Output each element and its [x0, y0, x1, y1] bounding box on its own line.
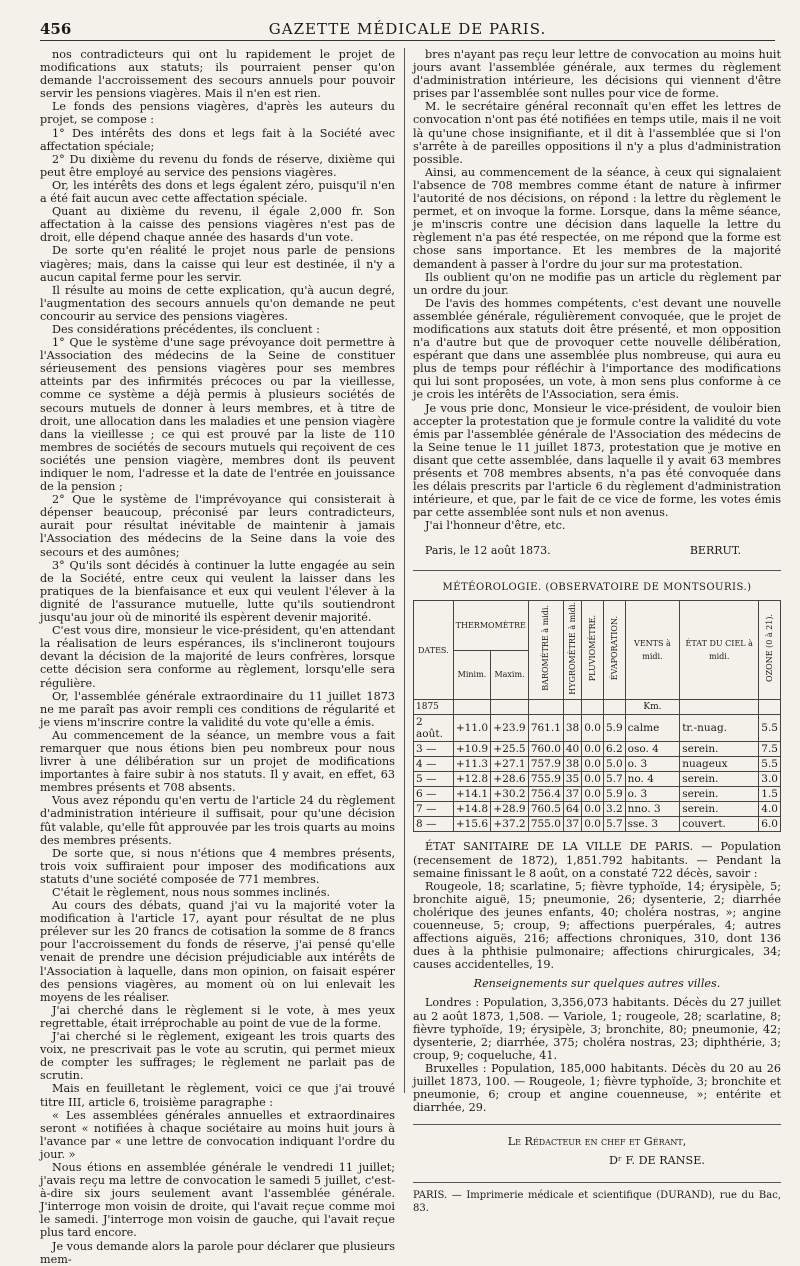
meteo-cell-hygro: 35 — [563, 772, 581, 787]
paragraph: 3° Qu'ils sont décidés à continuer la lutte engagée au sein de la Société, entre ceux qui veulent la laisser dans les pratiques de la bienfaisance et eux qui veulent l'élever à la dignité de l'assurance mutuelle, lutte qu'ils soutiendront jusqu'au jour où de minorité ils espèrent devenir majorité. — [40, 558, 395, 625]
right-column — [413, 48, 782, 1214]
paragraph: Je vous prie donc, Monsieur le vice-président, de vouloir bien accepter la protestation que je formule contre la validité du vote émis par l'assemblée générale de l'Association des médecins de la Seine tenue le 11 juillet 1873, protestation que je motive en disant que cette assemblée, dans laquelle il y avait 63 membres présents et 708 membres absents, n'a pas été convoquée dans les délais prescrits par l'article 6 du règlement d'administration intérieure, et que, par le fait de ce vice de forme, les votes émis par cette assemblée sont nuls et non avenus. — [413, 401, 781, 520]
meteo-cell-date: 4 — — [414, 757, 454, 772]
th-vents: VENTS à midi. — [625, 600, 680, 700]
meteo-cell-hygro: 38 — [563, 715, 581, 742]
meteo-cell-max: +28.9 — [491, 802, 529, 817]
meteo-cell-min: +14.1 — [453, 787, 491, 802]
paragraph: 1° Des intérêts des dons et legs fait à la Société avec affectation spéciale; — [40, 126, 395, 153]
th-baro: BAROMÈTRE à midi. — [541, 605, 551, 691]
paragraph: nos contradicteurs qui ont lu rapidement le projet de modifications aux statuts; ils pourraient penser qu'on demande l'accroissement des secours annuels pour pouvoir servir les pensions viagères. Mais il n'en est rien. — [40, 48, 395, 101]
meteo-cell-vent: oso. 4 — [625, 742, 680, 757]
th-ozone: OZONE (0 à 21). — [765, 614, 775, 682]
meteo-cell-pluvio: 0.0 — [582, 817, 604, 832]
paragraph: J'ai cherché dans le règlement si le vote, à mes yeux regrettable, était irréprochable au point de vue de la forme. — [40, 1003, 395, 1030]
redacteur — [413, 1124, 781, 1167]
meteo-cell-ozone: 5.5 — [759, 715, 781, 742]
page-header — [40, 18, 775, 41]
meteo-cell-ciel: serein. — [680, 802, 759, 817]
paragraph: De sorte que, si nous n'étions que 4 membres présents, trois voix suffiraient pour imposer des modifications aux statuts d'une société composée de 771 membres. — [40, 846, 395, 886]
paragraph: Or, l'assemblée générale extraordinaire du 11 juillet 1873 ne me paraît pas avoir rempli ces conditions de régularité et je viens m'inscrire contre la validité du vote qu'elle a émis. — [40, 689, 395, 729]
meteo-cell-evap: 5.0 — [603, 757, 625, 772]
paragraph: C'était le règlement, nous nous sommes inclinés. — [52, 886, 331, 899]
meteo-cell-date: 5 — — [414, 772, 454, 787]
meteo-cell-vent: nno. 3 — [625, 802, 680, 817]
meteo-cell-min: +15.6 — [453, 817, 491, 832]
meteo-cell-vent: o. 3 — [625, 787, 680, 802]
paragraph: Je vous demande alors la parole pour déclarer que plusieurs mem- — [40, 1239, 395, 1266]
meteo-cell-evap: 5.7 — [603, 817, 625, 832]
meteo-cell-hygro: 40 — [563, 742, 581, 757]
th-dates: DATES. — [414, 600, 454, 700]
meteo-row — [414, 757, 781, 772]
meteo-cell-date: 6 — — [414, 787, 454, 802]
meteo-cell-max: +23.9 — [491, 715, 529, 742]
meteo-row — [414, 772, 781, 787]
paragraph: Or, les intérêts des dons et legs égalent zéro, puisqu'il n'en a été fait aucun avec cette affectation spéciale. — [40, 178, 395, 206]
paragraph: Vous avez répondu qu'en vertu de l'article 24 du règlement d'administration intérieure il suffisait, pour qu'une décision fût valable, qu'elle fût approuvée par les trois quarts au moins des membres présents. — [40, 794, 395, 847]
paragraph: Ainsi, au commencement de la séance, à ceux qui signalaient l'absence de 708 membres comme étant de nature à infirmer l'autorité de nos décisions, on répond : la lettre du règlement le permet, et on invoque la forme. Lorsque, dans la même séance, je m'inscris contre une décision dans laquelle la lettre du règlement n'a pas été respectée, on me répond que la forme est chose sans importance. Et les membres de la majorité demandent à passer à l'ordre du jour sur ma protestation. — [413, 165, 781, 271]
meteo-title: MÉTÉOROLOGIE. (OBSERVATOIRE DE MONTSOURIS.) — [413, 570, 781, 594]
meteo-cell-baro: 760.5 — [528, 802, 563, 817]
meteo-cell-baro: 757.9 — [528, 757, 563, 772]
paragraph: Londres : Population, 3,356,073 habitants. Décès du 27 juillet au 2 août 1873, 1,508. — Variole, 1; rougeole, 28; scarlatine, 8; fièvre typhoïde, 19; érysipèle, 3; bronchite, 80; pneumonie, 42; dysenterie, 2; diarrhée, 375; choléra nostras, 23; diphthérie, 3; croup, 9; coqueluche, 41. — [413, 996, 781, 1062]
paragraph: De sorte qu'en réalité le projet nous parle de pensions viagères; mais, dans la caisse qui leur est destinée, il n'y a aucun capital ferme pour les servir. — [40, 244, 395, 284]
meteo-cell-max: +25.5 — [491, 742, 529, 757]
signoff-place-date: Paris, le 12 août 1873. — [425, 544, 551, 558]
meteo-cell-pluvio: 0.0 — [582, 715, 604, 742]
signoff — [413, 544, 781, 557]
th-hygro: HYGROMÈTRE à midi. — [568, 601, 578, 695]
paragraph: M. le secrétaire général reconnaît qu'en effet les lettres de convocation n'ont pas été notifiées en temps utile, mais il ne voit là qu'une chose insignifiante, et il dit à l'assemblée que si l'on s'arrête à de pareilles oppositions il n'y a plus d'administration possible. — [413, 100, 782, 166]
paragraph: Au cours des débats, quand j'ai vu la majorité voter la modification à l'article 17, ayant pour résultat de ne plus prélever sur les 20 francs de cotisation la somme de 8 francs pour l'accroissement du fonds de réserve, j'ai pensé qu'elle venait de prendre une décision préjudiciable aux intérêts de l'Association à laquelle, dans mon opinion, on faisait espérer des pensions viagères, au moment où on lui enlevait les moyens de les réaliser. — [40, 899, 395, 1004]
paragraph: C'est vous dire, monsieur le vice-président, qu'en attendant la réalisation de leurs espérances, ils s'inclineront toujours devant la décision de la majorité de leurs confrères, lorsque cette décision sera conforme au règlement, lorsqu'elle sera régulière. — [40, 624, 395, 690]
paragraph: J'ai l'honneur d'être, etc. — [425, 519, 566, 533]
meteo-cell-max: +28.6 — [491, 772, 529, 787]
meteo-cell-min: +14.8 — [453, 802, 491, 817]
meteo-cell-max: +37.2 — [491, 817, 529, 832]
meteo-cell-hygro: 64 — [563, 802, 581, 817]
paragraph: Ils oublient qu'on ne modifie pas un article du règlement par un ordre du jour. — [413, 270, 781, 297]
meteo-cell-pluvio: 0.0 — [582, 787, 604, 802]
meteo-cell-baro: 755.9 — [528, 772, 563, 787]
meteo-cell-min: +11.3 — [453, 757, 491, 772]
meteo-cell-vent: no. 4 — [625, 772, 680, 787]
meteo-cell-pluvio: 0.0 — [582, 742, 604, 757]
meteo-cell-min: +12.8 — [453, 772, 491, 787]
meteo-cell-ciel: tr.-nuag. — [680, 715, 759, 742]
paragraph: Des considérations précédentes, ils concluent : — [52, 322, 320, 336]
meteo-cell-vent: o. 3 — [625, 757, 680, 772]
paragraph: J'ai cherché si le règlement, exigeant les trois quarts des voix, ne prescrivait pas le vote au scrutin, qui permet mieux de compter les suffrages; le règlement ne parlait pas de scrutin. — [40, 1030, 395, 1083]
paragraph: Bruxelles : Population, 185,000 habitants. Décès du 20 au 26 juillet 1873, 100. — Rougeole, 1; fièvre typhoïde, 3; bronchite et pneumonie, 6; croup et angine couenneuse, »; entérite et diarrhée, 29. — [413, 1061, 781, 1115]
meteo-row — [414, 742, 781, 757]
meteo-table — [413, 600, 781, 833]
meteo-cell-hygro: 37 — [563, 817, 581, 832]
paragraph: Rougeole, 18; scarlatine, 5; fièvre typhoïde, 14; érysipèle, 5; bronchite aiguë, 15; pneumonie, 26; dysenterie, 2; diarrhée cholérique des jeunes enfants, 40; choléra nostras, »; angine couenneuse, 5; croup, 9; affections puerpérales, 4; autres affections aiguës, 216; affections chroniques, 310, dont 136 dues à la phthisie pulmonaire; affections chirurgicales, 34; causes accidentelles, 19. — [413, 879, 781, 972]
meteo-cell-ozone: 1.5 — [759, 787, 781, 802]
paragraph: Le fonds des pensions viagères, d'après les auteurs du projet, se compose : — [40, 100, 395, 127]
meteo-cell-baro: 755.0 — [528, 817, 563, 832]
meteo-cell-ciel: nuageux — [680, 757, 759, 772]
redacteur-title: Le Rédacteur en chef et Gérant, — [507, 1135, 687, 1149]
meteo-row — [414, 802, 781, 817]
autres-villes-title: Renseignements sur quelques autres villes. — [473, 977, 721, 991]
th-minim: Minim. — [453, 650, 491, 700]
th-evap: ÉVAPORATION. — [609, 615, 619, 681]
meteo-cell-ciel: serein. — [680, 787, 759, 802]
paragraph: Il résulte au moins de cette explication, qu'à aucun degré, l'augmentation des secours annuels qu'on demande ne peut concourir au service des pensions viagères. — [40, 283, 395, 323]
meteo-cell-max: +30.2 — [491, 787, 529, 802]
signoff-author: BERRUT. — [689, 544, 741, 558]
paragraph: bres n'ayant pas reçu leur lettre de convocation au moins huit jours avant l'assemblée générale, aux termes du règlement d'administration intérieure, les décisions qui viennent d'être prises par l'assemblée sont nulles pour vice de forme. — [413, 48, 781, 101]
meteo-row — [414, 787, 781, 802]
meteo-cell-min: +11.0 — [453, 715, 491, 742]
meteo-cell-evap: 5.9 — [603, 715, 625, 742]
redacteur-name: Dʳ F. DE RANSE. — [609, 1154, 705, 1168]
meteo-cell-ozone: 4.0 — [759, 802, 781, 817]
meteo-cell-max: +27.1 — [491, 757, 529, 772]
meteo-cell-baro: 761.1 — [528, 715, 563, 742]
meteo-cell-hygro: 37 — [563, 787, 581, 802]
th-maxim: Maxim. — [491, 650, 529, 700]
meteo-cell-hygro: 38 — [563, 757, 581, 772]
paragraph: Au commencement de la séance, un membre vous a fait remarquer que nous étions bien peu nombreux pour nous livrer à une délibération sur un projet de modifications importantes à faire subir à nos statuts. Il y avait, en effet, 63 membres présents et 708 absents. — [40, 728, 395, 795]
meteo-cell-ciel: serein. — [680, 772, 759, 787]
meteo-row — [414, 715, 781, 742]
left-column — [40, 48, 395, 1266]
meteo-cell-date: 8 — — [414, 817, 454, 832]
meteo-cell-vent: calme — [625, 715, 680, 742]
meteo-cell-evap: 6.2 — [603, 742, 625, 757]
meteo-cell-pluvio: 0.0 — [582, 757, 604, 772]
paragraph: 2° Que le système de l'imprévoyance qui consisterait à dépenser beaucoup, préconisé par leurs contradicteurs, aurait pour résultat inévitable de maintenir à jamais l'Association des médecins de la Seine dans la voie des secours et des aumônes; — [40, 493, 395, 559]
paragraph: Quant au dixième du revenu, il égale 2,000 fr. Son affectation à la caisse des pensions viagères n'est pas de droit, elle dépend chaque année des hasards d'un vote. — [40, 205, 395, 245]
meteo-cell-ciel: couvert. — [680, 817, 759, 832]
meteo-cell-pluvio: 0.0 — [582, 772, 604, 787]
paragraph: Nous étions en assemblée générale le vendredi 11 juillet; j'avais reçu ma lettre de convocation le samedi 5 juillet, c'est-à-dire six jours seulement avant l'assemblée générale. J'interroge mon voisin de droite, qui l'avait reçue comme moi le samedi. J'interroge mon voisin de gauche, qui l'avait reçue plus tard encore. — [40, 1160, 395, 1240]
paragraph: ÉTAT SANITAIRE DE LA VILLE DE PARIS. — Population (recensement de 1872), 1,851.792 habitants. — Pendant la semaine finissant le 8 août, on a constaté 722 décès, savoir : — [413, 840, 781, 880]
meteo-cell-date: 7 — — [414, 802, 454, 817]
meteo-cell-min: +10.9 — [453, 742, 491, 757]
meteo-cell-date: 2 août. — [414, 715, 454, 742]
paragraph: Mais en feuilletant le règlement, voici ce que j'ai trouvé titre III, article 6, troisième paragraphe : — [40, 1082, 395, 1109]
meteo-cell-ozone: 5.5 — [759, 757, 781, 772]
page-number: 456 — [40, 20, 72, 38]
column-divider — [404, 48, 405, 1093]
paragraph: 1° Que le système d'une sage prévoyance doit permettre à l'Association des médecins de la Seine de constituer sérieusement des pensions viagères pour ses membres atteints par des infirmités précoces ou par la vieillesse, comme ce système a déjà permis à plusieurs sociétés de secours mutuels de donner à leurs membres, et à titre de droit, une allocation dans les maladies et une pension viagère dans la vieillesse ; ce qui est prouvé par la liste de 110 membres de sociétés de secours mutuels qui reçoivent de ces sociétés une pension viagère, membres dont ils peuvent indiquer le nom, l'adresse et la date de l'entrée en jouissance de la pension ; — [40, 336, 395, 494]
meteo-cell-ozone: 7.5 — [759, 742, 781, 757]
paragraph: De l'avis des hommes compétents, c'est devant une nouvelle assemblée générale, régulièrement convoquée, que le projet de modifications aux statuts doit être présenté, et mon opposition n'a d'autre but que de provoquer cette nouvelle délibération, espérant que dans une assemblée plus nombreuse, qui aura eu plus de temps pour réfléchir à l'importance des modifications qui lui sont proposées, un vote, à mon sens plus conforme à ce je crois les intérêts de l'Association, sera émis. — [413, 296, 781, 402]
meteo-cell-ozone: 3.0 — [759, 772, 781, 787]
meteo-year: 1875 — [414, 700, 454, 715]
th-pluvio: PLUVIOMÈTRE. — [588, 614, 598, 682]
paragraph: « Les assemblées générales annuelles et extraordinaires seront « notifiées à chaque sociétaire au moins huit jours à l'avance par « une lettre de convocation indiquant l'ordre du jour. » — [40, 1108, 395, 1161]
meteo-cell-ciel: serein. — [680, 742, 759, 757]
paragraph: 2° Du dixième du revenu du fonds de réserve, dixième qui peut être employé au service des pensions viagères. — [40, 152, 395, 179]
th-ciel: ÉTAT DU CIEL à midi. — [680, 600, 759, 700]
meteo-cell-vent: sse. 3 — [625, 817, 680, 832]
meteo-km: Km. — [625, 700, 680, 715]
meteo-cell-baro: 760.0 — [528, 742, 563, 757]
journal-title: GAZETTE MÉDICALE DE PARIS. — [268, 20, 547, 38]
meteo-cell-evap: 5.7 — [603, 772, 625, 787]
meteo-cell-ozone: 6.0 — [759, 817, 781, 832]
th-thermo: THERMOMÈTRE — [453, 600, 528, 650]
meteo-row — [414, 817, 781, 832]
meteo-cell-date: 3 — — [414, 742, 454, 757]
meteo-cell-pluvio: 0.0 — [582, 802, 604, 817]
meteo-cell-evap: 5.9 — [603, 787, 625, 802]
printer-footer: PARIS. — Imprimerie médicale et scientifique (DURAND), rue du Bac, 83. — [413, 1182, 781, 1215]
meteo-cell-evap: 3.2 — [603, 802, 625, 817]
meteo-cell-baro: 756.4 — [528, 787, 563, 802]
